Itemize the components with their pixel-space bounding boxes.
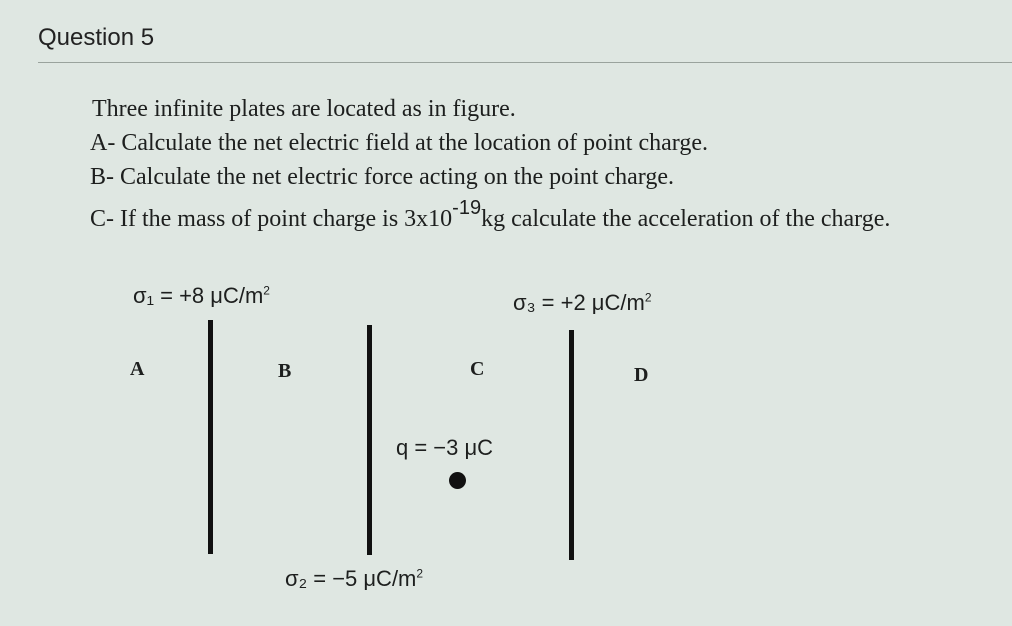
plate-1 — [208, 320, 213, 554]
plate-2 — [367, 325, 372, 555]
region-d-label: D — [634, 364, 649, 386]
mass-text-after: kg calculate the acceleration of the charge. — [481, 206, 891, 232]
region-c-label: C — [470, 358, 485, 380]
region-a-label: A — [130, 358, 145, 380]
title-divider — [38, 62, 1012, 63]
sigma2-text: σ₂ = −5 μC/m — [285, 566, 417, 591]
problem-line-4 — [90, 197, 891, 233]
sigma1-exponent: 2 — [263, 283, 270, 298]
sigma1-label — [133, 283, 270, 309]
mass-text-before: C- If the mass of point charge is 3x10 — [90, 206, 453, 232]
question-title: Question 5 — [38, 24, 155, 51]
problem-line-2: A- Calculate the net electric field at the location of point charge. — [90, 130, 708, 156]
region-b-label: B — [278, 360, 292, 382]
sigma1-text: σ₁ = +8 μC/m — [133, 283, 264, 308]
sigma2-exponent: 2 — [416, 566, 424, 581]
charge-label: q = −3 μC — [396, 435, 494, 460]
point-charge — [449, 472, 466, 489]
sigma3-exponent: 2 — [644, 290, 652, 305]
problem-line-1: Three infinite plates are located as in figure. — [92, 96, 516, 122]
problem-line-3: B- Calculate the net electric force acting on the point charge. — [90, 164, 674, 190]
plate-3 — [569, 330, 574, 560]
sigma3-label — [513, 290, 652, 316]
sigma3-text: σ₃ = +2 μC/m — [513, 290, 645, 315]
mass-exponent: -19 — [452, 197, 482, 219]
sigma2-label — [285, 566, 423, 592]
